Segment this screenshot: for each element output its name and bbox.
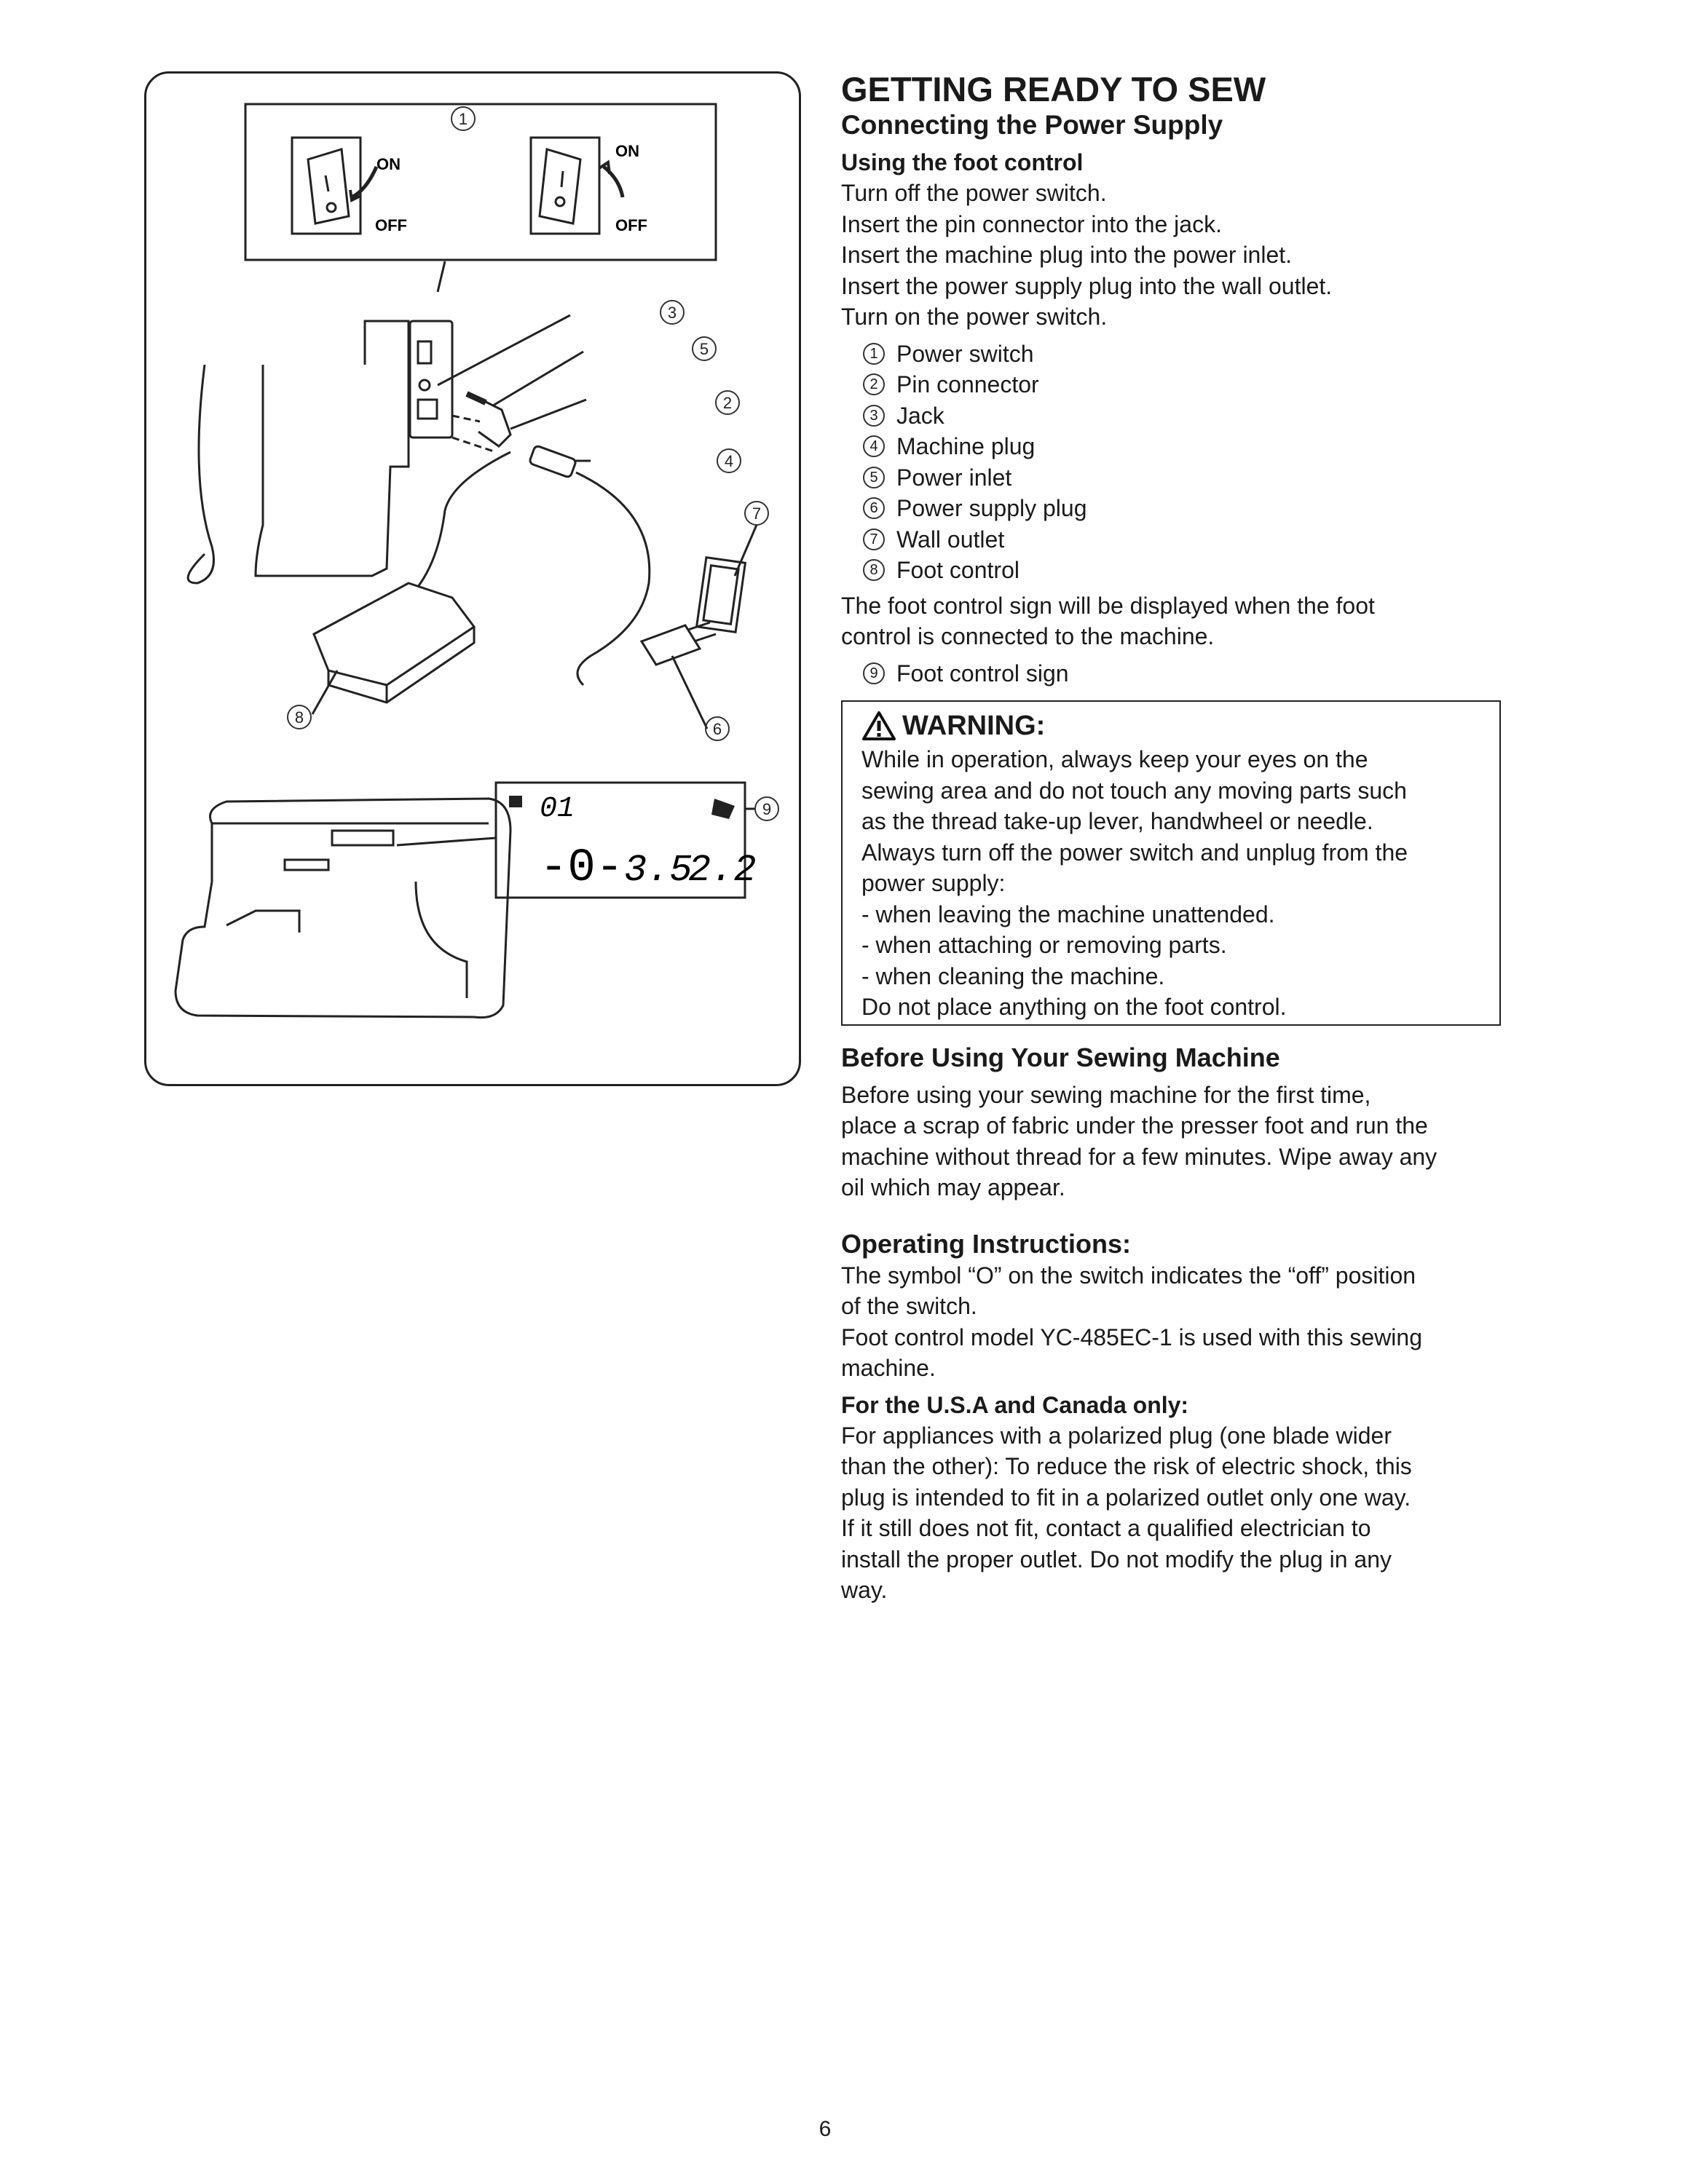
- legend-label: Power inlet: [896, 464, 1012, 491]
- page-title: GETTING READY TO SEW: [841, 70, 1266, 108]
- paragraph-line: place a scrap of fabric under the presser foot and run the: [841, 1112, 1428, 1139]
- warning-line: - when attaching or removing parts.: [861, 932, 1227, 958]
- legend-label: Wall outlet: [896, 526, 1005, 553]
- legend-number: 8: [863, 559, 885, 581]
- step-3: Insert the machine plug into the power inlet.: [841, 242, 1293, 268]
- paragraph-line: Foot control model YC-485EC-1 is used with this sewing: [841, 1324, 1422, 1350]
- paragraph-line: install the proper outlet. Do not modify the plug in any: [841, 1546, 1392, 1572]
- step-5: Turn on the power switch.: [841, 304, 1108, 330]
- paragraph-line: machine.: [841, 1355, 936, 1381]
- warning-line: - when leaving the machine unattended.: [861, 901, 1275, 927]
- legend-label: Power switch: [896, 340, 1034, 367]
- legend-item: [863, 339, 1511, 370]
- callout-9: 9: [762, 800, 772, 818]
- warning-line: Do not place anything on the foot control.: [861, 994, 1287, 1020]
- callout-1: 1: [458, 110, 468, 128]
- usa-canada-heading: For the U.S.A and Canada only:: [841, 1391, 1189, 1418]
- legend-label: Machine plug: [896, 433, 1036, 459]
- legend-label: Foot control: [896, 557, 1019, 583]
- page-number: 6: [819, 2117, 832, 2141]
- paragraph-line: way.: [841, 1577, 888, 1603]
- callout-6: 6: [712, 720, 722, 738]
- legend-label: Jack: [896, 402, 944, 429]
- step-2: Insert the pin connector into the jack.: [841, 210, 1222, 237]
- switch-inset-box: [245, 104, 716, 260]
- paragraph-line: of the switch.: [841, 1293, 977, 1319]
- legend-label: Foot control sign: [896, 660, 1069, 687]
- legend-number: 6: [863, 497, 885, 519]
- step-4: Insert the power supply plug into the wall outlet.: [841, 272, 1333, 299]
- callout-2: 2: [722, 394, 733, 412]
- paragraph-line: The symbol “O” on the switch indicates the “off” position: [841, 1262, 1416, 1289]
- callout-8: 8: [294, 708, 304, 727]
- foot-control-sign-icon: [711, 799, 735, 819]
- legend-item: [863, 555, 1511, 586]
- sign-legend: [863, 658, 1511, 689]
- parts-legend: [863, 339, 1511, 586]
- section-connecting-power-heading: Connecting the Power Supply: [841, 110, 1223, 140]
- sign-note-line: control is connected to the machine.: [841, 623, 1215, 649]
- before-using-heading: Before Using Your Sewing Machine: [841, 1042, 1280, 1072]
- before-using-text: [841, 1080, 1511, 1203]
- callout-3: 3: [667, 304, 677, 322]
- lcd-width: 3.5: [624, 849, 693, 892]
- warning-heading: [861, 708, 1483, 744]
- switch-off-label-2: OFF: [615, 216, 647, 234]
- warning-text: [861, 744, 1483, 1023]
- legend-item: [863, 369, 1511, 400]
- usa-canada-text: [841, 1420, 1511, 1606]
- steps-list: [841, 178, 1511, 333]
- warning-triangle-icon: [861, 711, 896, 741]
- callout-3-leader: [438, 315, 570, 385]
- warning-title: WARNING:: [902, 711, 1046, 741]
- callout-7: 7: [752, 505, 762, 523]
- legend-number: 4: [863, 435, 885, 457]
- switch-off-label-1: OFF: [375, 216, 407, 234]
- legend-item: [863, 493, 1511, 524]
- legend-item: [863, 431, 1511, 462]
- switch-off-drawing: [292, 138, 360, 234]
- warning-line: - when cleaning the machine.: [861, 962, 1165, 989]
- step-1: Turn off the power switch.: [841, 180, 1107, 206]
- callout-5: 5: [699, 340, 709, 358]
- using-foot-control-heading: Using the foot control: [841, 149, 1084, 175]
- callout-6-leader: [672, 656, 707, 729]
- legend-item: [863, 462, 1511, 494]
- warning-line: as the thread take-up lever, handwheel or needle.: [861, 808, 1373, 834]
- switch-on-label-2: ON: [615, 142, 639, 160]
- paragraph-line: Before using your sewing machine for the first time,: [841, 1081, 1371, 1108]
- paragraph-line: For appliances with a polarized plug (one blade wider: [841, 1422, 1392, 1449]
- legend-number: 3: [863, 405, 885, 427]
- legend-item: [863, 658, 1511, 689]
- legend-label: Pin connector: [896, 371, 1039, 397]
- paragraph-line: machine without thread for a few minutes. Wipe away any: [841, 1143, 1437, 1170]
- legend-number: 5: [863, 467, 885, 488]
- callout-2-leader: [510, 400, 586, 429]
- lcd-pattern: 01: [540, 793, 575, 826]
- legend-number: 9: [863, 662, 885, 684]
- callout-8-leader: [312, 670, 337, 714]
- warning-line: power supply:: [861, 870, 1006, 896]
- legend-number: 1: [863, 343, 885, 365]
- warning-line: sewing area and do not touch any moving parts such: [861, 777, 1407, 804]
- warning-line: Always turn off the power switch and unplug from the: [861, 839, 1408, 866]
- legend-number: 2: [863, 373, 885, 395]
- paragraph-line: If it still does not fit, contact a qualified electrician to: [841, 1515, 1371, 1541]
- figure-panel: [144, 71, 801, 1086]
- lcd-length: 2.2: [688, 849, 757, 892]
- warning-box: [841, 700, 1501, 1026]
- legend-number: 7: [863, 529, 885, 550]
- operating-instructions-text: [841, 1260, 1511, 1384]
- figure-illustration: [146, 74, 803, 1088]
- sign-note-line: The foot control sign will be displayed when the foot: [841, 592, 1375, 619]
- paragraph-line: oil which may appear.: [841, 1174, 1065, 1200]
- paragraph-line: plug is intended to fit in a polarized outlet only one way.: [841, 1484, 1411, 1511]
- lcd-content: [509, 793, 757, 895]
- legend-item: [863, 400, 1511, 432]
- legend-label: Power supply plug: [896, 495, 1087, 521]
- paragraph-line: than the other): To reduce the risk of electric shock, this: [841, 1453, 1412, 1479]
- legend-item: [863, 524, 1511, 555]
- operating-instructions-heading: Operating Instructions:: [841, 1228, 1132, 1259]
- foot-control-sign-note: [841, 590, 1511, 652]
- lcd-needle-position: -0-: [540, 842, 624, 895]
- callout-4: 4: [724, 452, 734, 470]
- callout-7-leader: [735, 525, 757, 576]
- switch-on-label-1: ON: [376, 155, 401, 173]
- callout-5-leader: [493, 352, 583, 405]
- text-column: [841, 70, 1511, 1606]
- warning-line: While in operation, always keep your eyes on the: [861, 746, 1368, 772]
- switch-on-drawing: [531, 138, 599, 234]
